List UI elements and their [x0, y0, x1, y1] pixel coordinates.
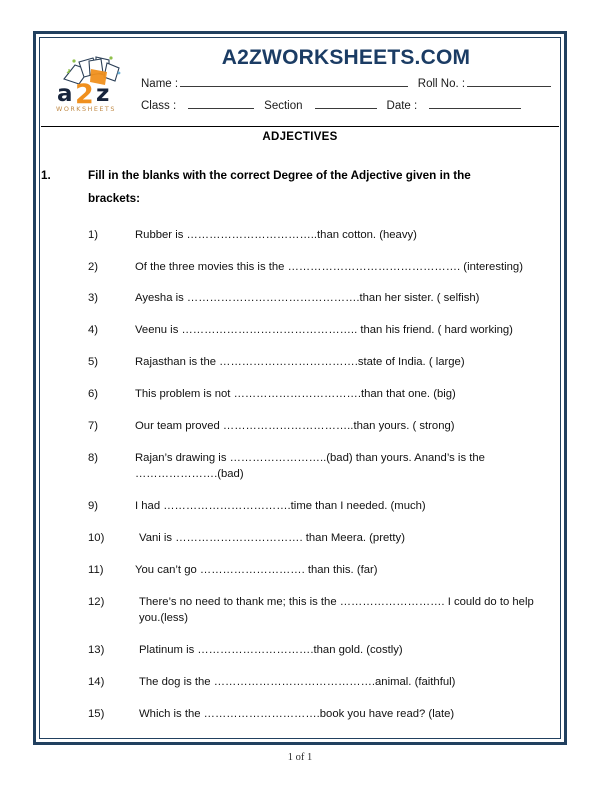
question-text[interactable]: Rubber is ……………………………..than cotton. (heavy) — [135, 228, 417, 241]
question-number: 12) — [88, 595, 105, 608]
question-item — [41, 259, 559, 275]
question-text[interactable]: Vani is ……………………………. than Meera. (pretty) — [139, 531, 405, 544]
name-input-line[interactable] — [180, 75, 408, 87]
question-text[interactable]: Which is the ………………………….book you have read? (late) — [139, 707, 455, 720]
question-number: 10) — [88, 531, 105, 544]
question-text[interactable]: Of the three movies this is the ………………………………………. (interesting) — [135, 260, 523, 273]
question-text[interactable]: You can’t go ………………………. than this. (far) — [135, 563, 378, 576]
question-text[interactable]: The dog is the …………………………………….animal. (faithful) — [139, 675, 456, 688]
page-footer: 1 of 1 — [287, 752, 313, 763]
question-text[interactable]: Our team proved ……………………………..than yours. ( strong) — [135, 419, 455, 432]
question-text[interactable]: Platinum is ………………………….than gold. (costly) — [139, 643, 403, 656]
question-number: 3) — [88, 292, 99, 305]
worksheet-title: ADJECTIVES — [262, 131, 338, 143]
instruction-block — [41, 165, 559, 211]
svg-text:a: a — [57, 81, 73, 107]
student-info-fields — [141, 75, 551, 119]
svg-text:WORKSHEETS: WORKSHEETS — [56, 105, 116, 113]
question-number: 4) — [88, 324, 99, 337]
question-item — [41, 706, 559, 722]
question-number: 15) — [88, 707, 105, 720]
brand-title: A2ZWORKSHEETS.COM — [221, 46, 471, 69]
question-item — [41, 290, 559, 306]
question-item — [41, 562, 559, 578]
question-text[interactable]: I had …………………………….time than I needed. (much) — [135, 500, 426, 512]
question-item — [41, 354, 559, 370]
question-text[interactable]: This problem is not …………………………….than that one. (big) — [135, 388, 456, 400]
date-label: Date : — [386, 100, 418, 112]
question-item — [41, 530, 559, 546]
question-text[interactable]: There’s no need to thank me; this is the ………………………. I could do to help you.(less) — [139, 595, 534, 624]
instruction-text: Fill in the blanks with the correct Degree of the Adjective given in the brackets: — [88, 169, 471, 205]
question-text[interactable]: Rajan’s drawing is ……………………..(bad) than yours. Anand’s is the ………………….(bad) — [135, 451, 485, 481]
class-section-date-row — [141, 97, 551, 119]
a2zworksheets-logo — [49, 49, 135, 115]
question-text[interactable]: Ayesha is ……………………………………….than her sister. ( selfish) — [135, 292, 480, 305]
question-item — [41, 498, 559, 514]
class-label: Class : — [141, 100, 177, 112]
svg-text:2: 2 — [75, 79, 94, 110]
question-item — [41, 322, 559, 338]
question-number: 2) — [88, 260, 99, 273]
date-input-line[interactable] — [429, 97, 521, 109]
question-number: 5) — [88, 356, 99, 369]
section-input-line[interactable] — [315, 97, 377, 109]
question-item — [41, 674, 559, 690]
question-text[interactable]: Rajasthan is the ……………………………….state of India. ( large) — [135, 356, 465, 369]
question-text[interactable]: Veenu is ……………………………………….. than his friend. ( hard working) — [135, 324, 513, 337]
roll-no-label: Roll No. : — [417, 78, 466, 90]
question-number: 1) — [88, 228, 99, 241]
worksheet-content — [41, 39, 559, 737]
class-input-line[interactable] — [188, 97, 254, 109]
name-roll-row — [141, 75, 551, 97]
name-label: Name : — [141, 78, 179, 90]
svg-text:z: z — [96, 81, 110, 107]
question-number: 11) — [88, 563, 104, 576]
question-list — [41, 227, 559, 722]
question-item — [41, 594, 559, 627]
question-number: 13) — [88, 643, 105, 656]
roll-no-input-line[interactable] — [467, 75, 551, 87]
question-number: 6) — [88, 388, 99, 400]
question-item — [41, 450, 559, 483]
question-number: 9) — [88, 500, 99, 512]
question-item — [41, 642, 559, 658]
question-number: 8) — [88, 451, 99, 464]
instruction-number: 1. — [41, 169, 51, 182]
question-item — [41, 418, 559, 434]
worksheet-header — [41, 39, 559, 127]
question-item — [41, 386, 559, 402]
section-label: Section — [264, 100, 303, 112]
question-number: 14) — [88, 675, 105, 688]
question-number: 7) — [88, 419, 99, 432]
question-item — [41, 227, 559, 243]
